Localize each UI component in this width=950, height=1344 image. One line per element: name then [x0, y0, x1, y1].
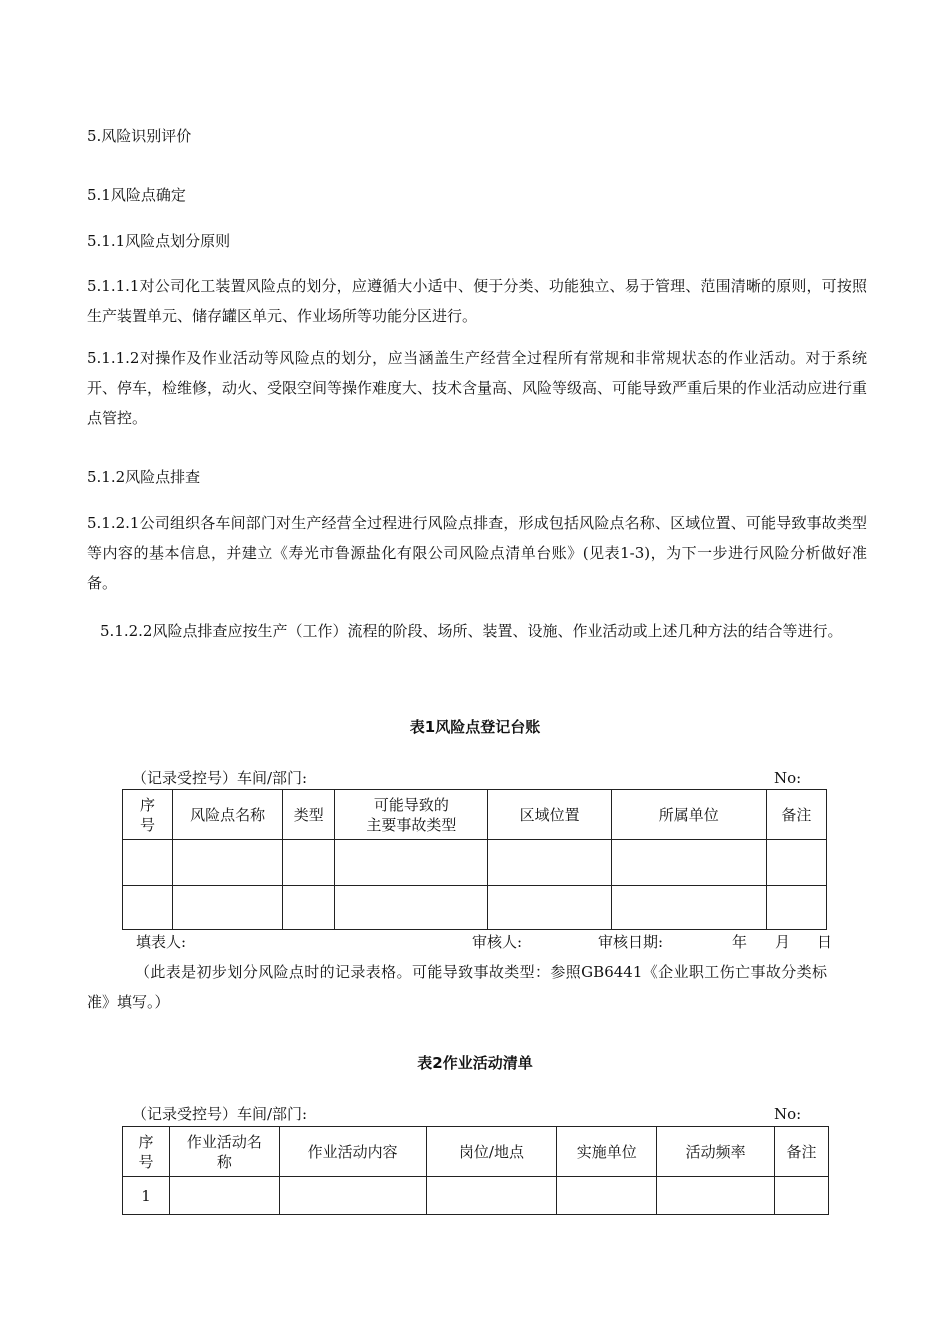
table1-cell[interactable] [611, 886, 766, 930]
table1-cell[interactable] [335, 840, 488, 886]
table1-col-unit: 所属单位 [611, 790, 766, 840]
table2-col-name: 作业活动名 称 [169, 1127, 279, 1177]
table2-col-post: 岗位/地点 [426, 1127, 557, 1177]
paragraph-5-1-1-1: 5.1.1.1对公司化工装置风险点的划分，应遵循大小适中、便于分类、功能独立、易于管理、范围清晰的原则，可按照生产装置单元、储存罐区单元、作业场所等功能分区进行。 [87, 277, 867, 325]
table1-footer-date: 审核日期: [598, 933, 664, 951]
table2-header-row [123, 1127, 829, 1177]
table2-cell[interactable] [775, 1177, 829, 1215]
table1-footer-filler: 填表人: [136, 933, 187, 951]
table2-col-seq: 序 号 [123, 1127, 170, 1177]
table2-col-content: 作业活动内容 [279, 1127, 426, 1177]
table1-header-left: （记录受控号）车间/部门: [132, 769, 308, 787]
table-row [123, 886, 827, 930]
table2-cell[interactable] [169, 1177, 279, 1215]
table1-cell[interactable] [611, 840, 766, 886]
heading-5-1: 5.1风险点确定 [87, 186, 186, 204]
table1-cell[interactable] [173, 886, 283, 930]
table1-cell[interactable] [173, 840, 283, 886]
table2-header-right: No: [774, 1105, 802, 1123]
table-row [123, 1177, 829, 1215]
table1-footer-reviewer: 审核人: [472, 933, 523, 951]
table1-title: 表1风险点登记台账 [409, 718, 541, 736]
table2-col-unit: 实施单位 [557, 1127, 657, 1177]
table1 [122, 789, 827, 930]
table1-col-type: 类型 [283, 790, 335, 840]
table1-col-name: 风险点名称 [173, 790, 283, 840]
table1-header-row [123, 790, 827, 840]
table2 [122, 1126, 829, 1215]
table1-col-remark: 备注 [766, 790, 826, 840]
heading-5: 5.风险识别评价 [87, 127, 192, 145]
table1-cell[interactable] [123, 840, 173, 886]
table2-col-remark: 备注 [775, 1127, 829, 1177]
table2-col-frequency: 活动频率 [657, 1127, 775, 1177]
table2-cell[interactable] [426, 1177, 557, 1215]
table1-cell[interactable] [283, 840, 335, 886]
table2-cell[interactable] [279, 1177, 426, 1215]
table1-footer-month: 月 [775, 933, 791, 951]
table1-cell[interactable] [283, 886, 335, 930]
table1-footer-day: 日 [817, 933, 833, 951]
paragraph-5-1-2-1: 5.1.2.1公司组织各车间部门对生产经营全过程进行风险点排查，形成包括风险点名称、区域位置、可能导致事故类型等内容的基本信息，并建立《寿光市鲁源盐化有限公司风险点清单台账》(见表1-3)，为下一步进行风险分析做好准备。 [87, 514, 867, 592]
table2-cell[interactable] [657, 1177, 775, 1215]
table1-col-seq: 序 号 [123, 790, 173, 840]
table-row [123, 840, 827, 886]
heading-5-1-2: 5.1.2风险点排查 [87, 468, 201, 486]
table1-col-location: 区域位置 [488, 790, 611, 840]
table1-cell[interactable] [766, 840, 826, 886]
table1-cell[interactable] [488, 840, 611, 886]
table1-note: （此表是初步划分风险点时的记录表格。可能导致事故类型：参照GB6441《企业职工伤亡事故分类标准》填写。） [87, 963, 827, 1011]
table2-title: 表2作业活动清单 [417, 1054, 533, 1072]
paragraph-5-1-1-2: 5.1.1.2对操作及作业活动等风险点的划分，应当涵盖生产经营全过程所有常规和非常规状态的作业活动。对于系统开、停车，检维修，动火、受限空间等操作难度大、技术含量高、风险等级高、可能导致严重后果的作业活动应进行重点管控。 [87, 349, 868, 427]
table1-header-right: No: [774, 769, 802, 787]
table1-cell[interactable] [488, 886, 611, 930]
table1-col-accident: 可能导致的 主要事故类型 [335, 790, 488, 840]
table1-cell[interactable] [335, 886, 488, 930]
table1-footer-year: 年 [732, 933, 748, 951]
table1-cell[interactable] [766, 886, 826, 930]
table2-cell-seq: 1 [123, 1177, 170, 1215]
heading-5-1-1: 5.1.1风险点划分原则 [87, 232, 231, 250]
table1-cell[interactable] [123, 886, 173, 930]
paragraph-5-1-2-2: 5.1.2.2风险点排查应按生产（工作）流程的阶段、场所、装置、设施、作业活动或上述几种方法的结合等进行。 [100, 622, 843, 640]
table2-header-left: （记录受控号）车间/部门: [132, 1105, 308, 1123]
table2-cell[interactable] [557, 1177, 657, 1215]
